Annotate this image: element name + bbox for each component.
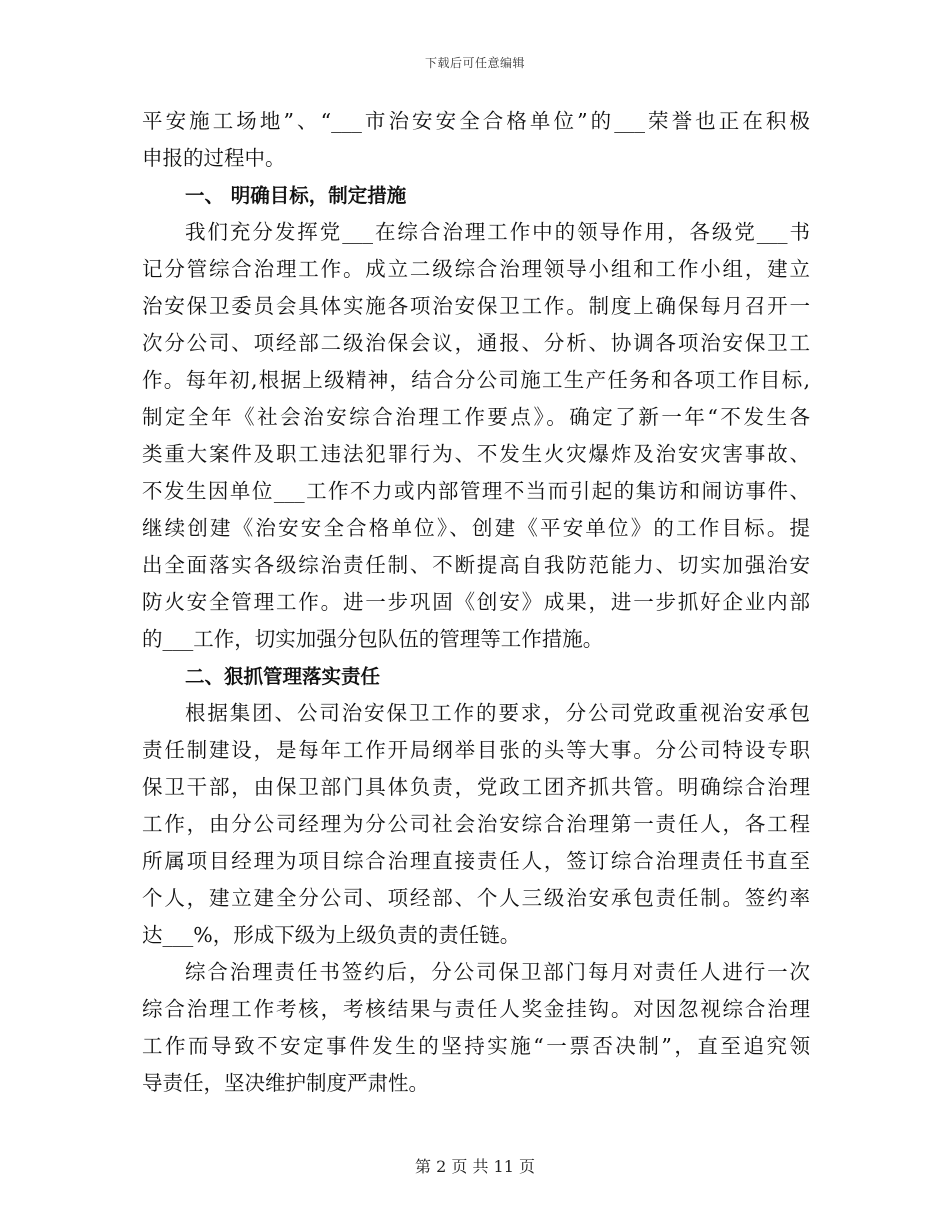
body-line: 综合治理工作考核，考核结果与责任人奖金挂钩。对因忽视综合治理 [142, 997, 810, 1021]
section-heading-1: 一、 明确目标，制定措施 [185, 184, 407, 207]
body-line: 继续创建《治安安全合格单位》、创建《平安单位》的工作目标。提 [142, 516, 810, 540]
body-line: 次分公司、项经部二级治保会议，通报、分析、协调各项治安保卫工 [142, 331, 810, 355]
body-line: 出全面落实各级综治责任制、不断提高自我防范能力、切实加强治安 [142, 553, 810, 577]
body-line: 保卫干部，由保卫部门具体负责，党政工团齐抓共管。明确综合治理 [142, 775, 810, 799]
section-heading-2: 二、狠抓管理落实责任 [185, 665, 381, 688]
body-line: 记分管综合治理工作。成立二级综合治理领导小组和工作小组，建立 [142, 257, 810, 281]
body-line: 工作而导致不安定事件发生的坚持实施“一票否决制”，直至追究领 [142, 1034, 810, 1058]
body-line: 平安施工场地”、“___市治安安全合格单位”的___荣誉也正在积极 [142, 109, 810, 133]
body-line: 所属项目经理为项目综合治理直接责任人，签订综合治理责任书直至 [142, 849, 810, 873]
page-footer: 第 2 页 共 11 页 [415, 1157, 535, 1176]
document-body [142, 103, 810, 1102]
paragraph-first-line: 综合治理责任书签约后，分公司保卫部门每月对责任人进行一次 [185, 960, 810, 984]
paragraph-first-line: 我们充分发挥党___在综合治理工作中的领导作用，各级党___书 [185, 220, 810, 244]
body-line: 申报的过程中。 [142, 146, 286, 170]
body-line: 工作，由分公司经理为分公司社会治安综合治理第一责任人，各工程 [142, 812, 810, 836]
body-line: 导责任，坚决维护制度严肃性。 [142, 1071, 429, 1095]
body-line: 治安保卫委员会具体实施各项治安保卫工作。制度上确保每月召开一 [142, 294, 810, 318]
body-line: 作。每年初,根据上级精神，结合分公司施工生产任务和各项工作目标, [142, 368, 810, 392]
body-line: 制定全年《社会治安综合治理工作要点》。确定了新一年“不发生各 [142, 405, 810, 429]
body-line: 类重大案件及职工违法犯罪行为、不发生火灾爆炸及治安灾害事故、 [142, 442, 810, 466]
body-line: 的___工作，切实加强分包队伍的管理等工作措施。 [142, 627, 604, 651]
paragraph-first-line: 根据集团、公司治安保卫工作的要求，分公司党政重视治安承包 [185, 701, 810, 725]
body-line: 达___%，形成下级为上级负责的责任链。 [142, 923, 521, 947]
body-line: 责任制建设，是每年工作开局纲举目张的头等大事。分公司特设专职 [142, 738, 810, 762]
body-line: 防火安全管理工作。进一步巩固《创安》成果，进一步抓好企业内部 [142, 590, 810, 614]
page-header: 下载后可任意编辑 [424, 56, 525, 70]
body-line: 不发生因单位___工作不力或内部管理不当而引起的集访和闹访事件、 [142, 479, 810, 503]
body-line: 个人，建立建全分公司、项经部、个人三级治安承包责任制。签约率 [142, 886, 810, 910]
